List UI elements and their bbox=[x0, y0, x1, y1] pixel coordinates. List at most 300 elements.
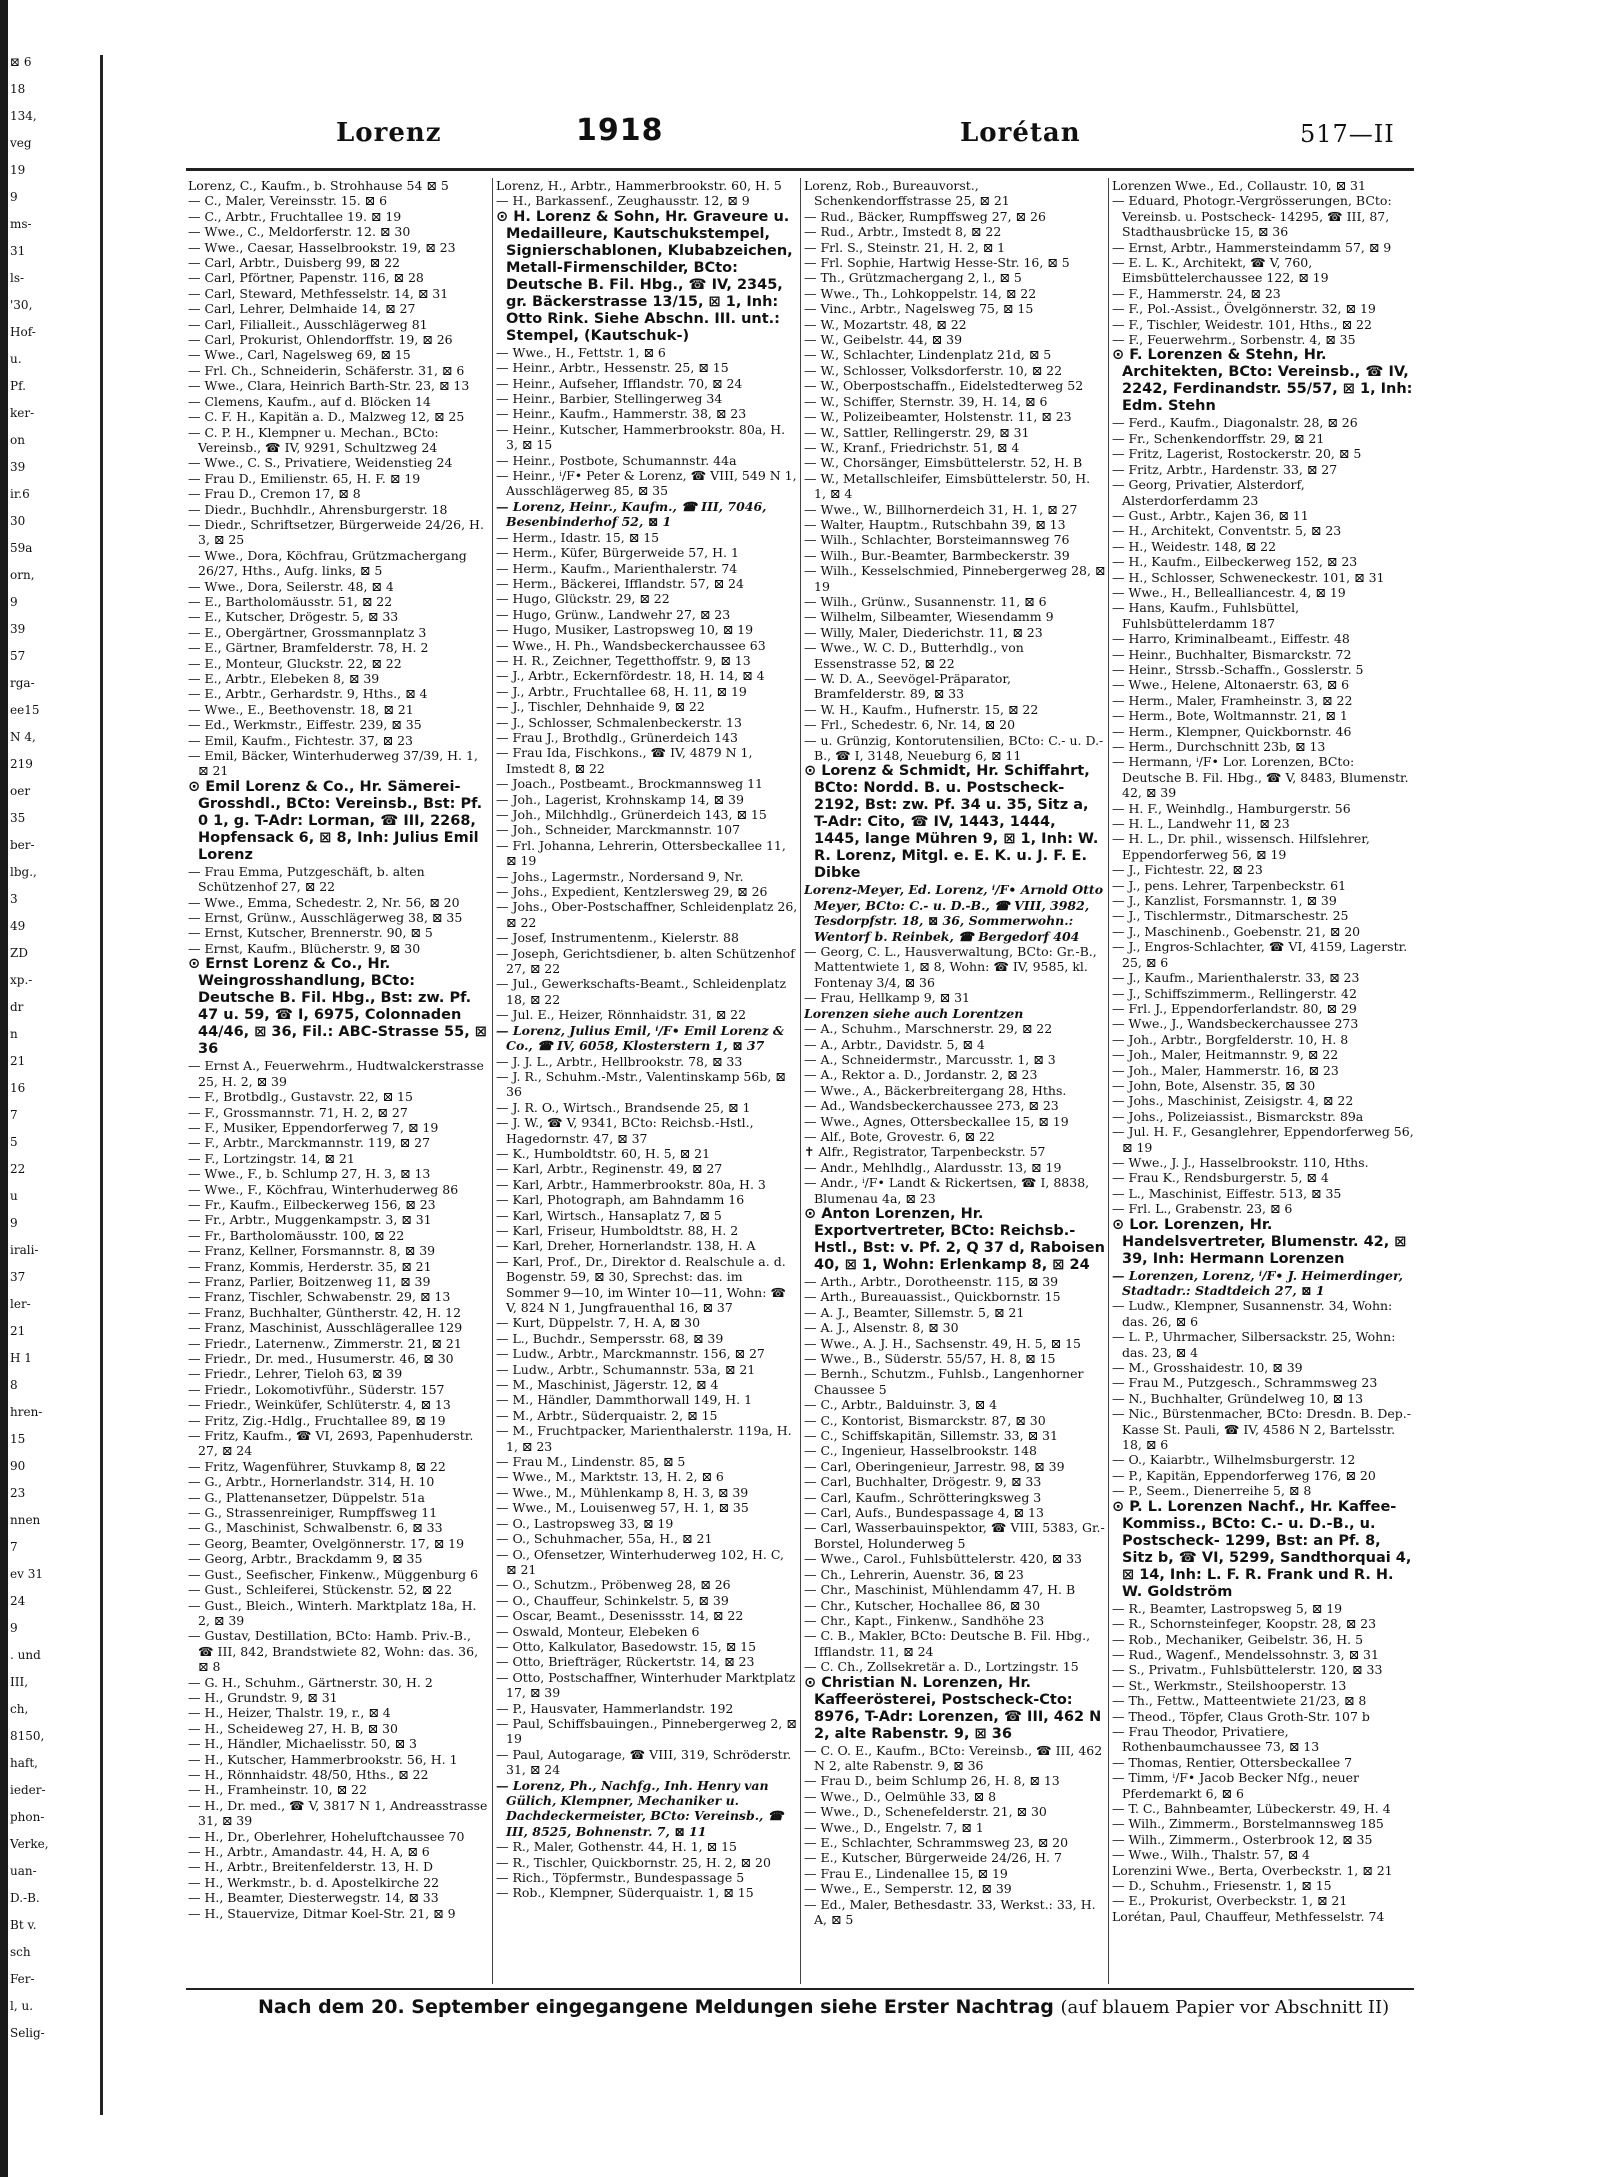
directory-entry: — Johs., Maschinist, Zeisigstr. 4, ⊠ 22 bbox=[1112, 1093, 1354, 1109]
directory-entry: — Rob., Mechaniker, Geibelstr. 36, H. 5 bbox=[1112, 1631, 1364, 1647]
directory-entry: — John, Bote, Alsenstr. 35, ⊠ 30 bbox=[1112, 1077, 1316, 1093]
directory-entry: — Wwe., D., Schenefelderstr. 21, ⊠ 30 bbox=[804, 1804, 1047, 1820]
directory-entry: — W., Schiffer, Sternstr. 39, H. 14, ⊠ 6 bbox=[804, 393, 1048, 409]
directory-entry: — H., Händler, Michaelisstr. 50, ⊠ 3 bbox=[188, 1736, 417, 1752]
directory-column-2 bbox=[496, 178, 798, 1984]
directory-entry: — Hugo, Grünw., Landwehr 27, ⊠ 23 bbox=[496, 606, 731, 622]
directory-column-1 bbox=[188, 178, 490, 1984]
directory-entry: — J., pens. Lehrer, Tarpenbeckstr. 61 bbox=[1112, 877, 1347, 893]
directory-entry: — Carl, Wasserbauinspektor, ☎ VIII, 5383, Gr.-Borstel, Holunderweg 5 bbox=[804, 1520, 1105, 1551]
directory-entry: — H., Kaufm., Eilbeckerweg 152, ⊠ 23 bbox=[1112, 554, 1358, 570]
directory-entry: — Chr., Kapt., Finkenw., Sandhöhe 23 bbox=[804, 1612, 1045, 1628]
directory-entry: — Otto, Kalkulator, Basedowstr. 15, ⊠ 15 bbox=[496, 1638, 757, 1654]
directory-entry: — Oscar, Beamt., Desenissstr. 14, ⊠ 22 bbox=[496, 1608, 744, 1624]
adjacent-page-fragment: 22 bbox=[10, 1162, 26, 1176]
adjacent-page-fragment: ber- bbox=[10, 838, 35, 852]
directory-entry: — K., Humboldtstr. 60, H. 5, ⊠ 21 bbox=[496, 1145, 711, 1161]
directory-entry: — M., Grosshaidestr. 10, ⊠ 39 bbox=[1112, 1360, 1303, 1376]
directory-entry: — Herm., Kaufm., Marienthalerstr. 74 bbox=[496, 560, 738, 576]
adjacent-page-fragment: D.-B. bbox=[10, 1891, 40, 1905]
directory-entry: — J. W., ☎ V, 9341, BCto: Reichsb.-Hstl., Hagedornstr. 47, ⊠ 37 bbox=[496, 1115, 754, 1146]
directory-entry: — H., Arbtr., Amandastr. 44, H. A, ⊠ 6 bbox=[188, 1844, 430, 1859]
directory-entry: — H., Dr., Oberlehrer, Hoheluftchaussee 70 bbox=[188, 1828, 465, 1844]
adjacent-page-fragment: 21 bbox=[10, 1324, 26, 1338]
directory-entry: — T. C., Bahnbeamter, Lübeckerstr. 49, H. 4 bbox=[1112, 1800, 1391, 1816]
directory-entry: — F., Lortzingstr. 14, ⊠ 21 bbox=[188, 1150, 355, 1166]
adjacent-page-fragment: ms- bbox=[10, 217, 32, 231]
adjacent-page-fragment: 9 bbox=[10, 1621, 18, 1635]
adjacent-page-fragment: rga- bbox=[10, 676, 35, 690]
directory-entry: — Nic., Bürstenmacher, BCto: Dresdn. B. Dep.-Kasse St. Pauli, ☎ IV, 4586 N 2, Bartelsstr. 18, ⊠ 6 bbox=[1112, 1406, 1412, 1453]
directory-entry: — Frau E., Lindenallee 15, ⊠ 19 bbox=[804, 1865, 1008, 1881]
adjacent-page-fragment: ⊠ 6 bbox=[10, 55, 32, 69]
directory-entry: Lorenz, H., Arbtr., Hammerbrookstr. 60, H. 5 bbox=[496, 178, 782, 193]
directory-entry: — H., Beamter, Diesterwegstr. 14, ⊠ 33 bbox=[188, 1890, 439, 1906]
directory-entry: — Ludw., Klempner, Susannenstr. 34, Wohn: das. 26, ⊠ 6 bbox=[1112, 1298, 1393, 1329]
firm-entry: ⊙ P. L. Lorenzen Nachf., Hr. Kaffee-Kommiss., BCto: C.- u. D.-B., u. Postscheck- 1299, Bst: an Pf. 8, Sitz b, ☎ VI, 5299, Sandthorquai 4, ⊠ 14, Inh: L. F. R. Frank und R. H. W. Goldström bbox=[1112, 1498, 1412, 1600]
directory-entry: — E., Arbtr., Gerhardstr. 9, Hths., ⊠ 4 bbox=[188, 686, 428, 702]
directory-entry: — Karl, Arbtr., Hammerbrookstr. 80a, H. 3 bbox=[496, 1176, 766, 1192]
directory-entry: — Arth., Arbtr., Dorotheenstr. 115, ⊠ 39 bbox=[804, 1273, 1059, 1289]
directory-entry: — F., Feuerwehrm., Sorbenstr. 4, ⊠ 35 bbox=[1112, 332, 1356, 348]
directory-entry: — Gust., Schleiferei, Stückenstr. 52, ⊠ 22 bbox=[188, 1582, 453, 1598]
header-rule bbox=[186, 168, 1414, 171]
directory-entry: — F., Grossmannstr. 71, H. 2, ⊠ 27 bbox=[188, 1104, 408, 1120]
directory-entry: — Carl, Steward, Methfesselstr. 14, ⊠ 31 bbox=[188, 285, 449, 301]
directory-entry: — Frau Emma, Putzgeschäft, b. alten Schützenhof 27, ⊠ 22 bbox=[188, 863, 425, 895]
adjacent-page-fragment: ee15 bbox=[10, 703, 40, 717]
directory-entry: — Eduard, Photogr.-Vergrösserungen, BCto: Vereinsb. u. Postscheck- 14295, ☎ III, 87, Stadthausbrücke 15, ⊠ 36 bbox=[1112, 193, 1392, 240]
directory-entry: — Wwe., Clara, Heinrich Barth-Str. 23, ⊠ 13 bbox=[188, 378, 470, 394]
directory-entry: — W. H., Kaufm., Hufnerstr. 15, ⊠ 22 bbox=[804, 701, 1039, 717]
directory-entry: — Herm., Maler, Framheinstr. 3, ⊠ 22 bbox=[1112, 692, 1353, 708]
directory-entry: — C., Arbtr., Fruchtallee 19. ⊠ 19 bbox=[188, 208, 402, 224]
directory-entry: — R., Maler, Gothenstr. 44, H. 1, ⊠ 15 bbox=[496, 1839, 737, 1855]
directory-entry: — Carl, Lehrer, Delmhaide 14, ⊠ 27 bbox=[188, 301, 416, 317]
directory-entry: — Heinr., Buchhalter, Bismarckstr. 72 bbox=[1112, 646, 1352, 662]
directory-entry: — H., Weidestr. 148, ⊠ 22 bbox=[1112, 538, 1277, 554]
directory-entry: — Wwe., M., Louisenweg 57, H. 1, ⊠ 35 bbox=[496, 1500, 749, 1516]
directory-entry: — Bernh., Schutzm., Fuhlsb., Langenhorner Chaussee 5 bbox=[804, 1366, 1084, 1397]
adjacent-page-fragment: xp.- bbox=[10, 973, 33, 987]
directory-entry: — Gust., Bleich., Winterh. Marktplatz 18a, H. 2, ⊠ 39 bbox=[188, 1597, 477, 1628]
directory-entry: — C., Arbtr., Balduinstr. 3, ⊠ 4 bbox=[804, 1397, 998, 1413]
directory-entry: — Wwe., Dora, Seilerstr. 48, ⊠ 4 bbox=[188, 578, 394, 594]
adjacent-page-fragment: Hof- bbox=[10, 325, 36, 339]
directory-entry: — Rob., Klempner, Süderquaistr. 1, ⊠ 15 bbox=[496, 1885, 754, 1901]
directory-entry: — Franz, Buchhalter, Güntherstr. 42, H. 12 bbox=[188, 1304, 462, 1320]
directory-entry: — Carl, Buchhalter, Drögestr. 9, ⊠ 33 bbox=[804, 1474, 1042, 1490]
directory-entry: — Wwe., B., Süderstr. 55/57, H. 8, ⊠ 15 bbox=[804, 1351, 1056, 1366]
directory-entry: — Fr., Arbtr., Muggenkampstr. 3, ⊠ 31 bbox=[188, 1212, 432, 1228]
directory-entry: — Frau D., Cremon 17, ⊠ 8 bbox=[188, 486, 361, 502]
directory-entry: — Joh., Milchhdlg., Grünerdeich 143, ⊠ 15 bbox=[496, 807, 767, 822]
adjacent-page-strip bbox=[8, 55, 103, 2115]
directory-entry: — Ernst A., Feuerwehrm., Hudtwalckerstrasse 25, H. 2, ⊠ 39 bbox=[188, 1058, 484, 1089]
directory-entry: — Kurt, Düppelstr. 7, H. A, ⊠ 30 bbox=[496, 1315, 701, 1331]
directory-entry: — Hugo, Musiker, Lastropsweg 10, ⊠ 19 bbox=[496, 622, 754, 638]
directory-entry: — E., Gärtner, Bramfelderstr. 78, H. 2 bbox=[188, 640, 429, 656]
column-divider bbox=[800, 178, 801, 1984]
directory-entry: Lorenz, Rob., Bureauvorst., Schenkendorffstrasse 25, ⊠ 21 bbox=[804, 178, 1010, 209]
directory-entry: — A., Schuhm., Marschnerstr. 29, ⊠ 22 bbox=[804, 1021, 1053, 1037]
directory-entry: — Fritz, Wagenführer, Stuvkamp 8, ⊠ 22 bbox=[188, 1458, 446, 1474]
directory-entry: — J., Arbtr., Fruchtallee 68, H. 11, ⊠ 19 bbox=[496, 683, 747, 699]
directory-entry: — Wwe., M., Mühlenkamp 8, H. 3, ⊠ 39 bbox=[496, 1484, 749, 1500]
directory-entry: — Heinr., ⁱ/F• Peter & Lorenz, ☎ VIII, 549 N 1, Ausschlägerweg 85, ⊠ 35 bbox=[496, 468, 797, 499]
directory-entry: — Carl, Arbtr., Duisberg 99, ⊠ 22 bbox=[188, 255, 400, 271]
directory-entry: — Wwe., E., Beethovenstr. 18, ⊠ 21 bbox=[188, 701, 414, 717]
directory-entry: — Ad., Wandsbeckerchaussee 273, ⊠ 23 bbox=[804, 1098, 1059, 1114]
directory-entry: — Johs., Polizeiassist., Bismarckstr. 89a bbox=[1112, 1108, 1364, 1124]
directory-entry: — Herm., Klempner, Quickbornstr. 46 bbox=[1112, 723, 1352, 739]
directory-entry: — Willy, Maler, Diederichstr. 11, ⊠ 23 bbox=[804, 624, 1043, 640]
adjacent-page-fragment: ls- bbox=[10, 271, 25, 285]
footer-note-paren: (auf blauem Papier vor Abschnitt II) bbox=[1060, 1997, 1390, 2018]
directory-entry: — E., Arbtr., Elebeken 8, ⊠ 39 bbox=[188, 671, 380, 686]
directory-entry: — Karl, Arbtr., Reginenstr. 49, ⊠ 27 bbox=[496, 1161, 723, 1177]
directory-entry: — Friedr., Lokomotivführ., Süderstr. 157 bbox=[188, 1381, 445, 1397]
directory-entry: — C. P. H., Klempner u. Mechan., BCto: Vereinsb., ☎ IV, 9291, Schultzweg 24 bbox=[188, 424, 439, 455]
directory-entry: — J., Engros-Schlachter, ☎ VI, 4159, Lagerstr. 25, ⊠ 6 bbox=[1112, 939, 1408, 970]
adjacent-page-fragment: ker- bbox=[10, 406, 35, 420]
directory-entry: — F., Musiker, Eppendorferweg 7, ⊠ 19 bbox=[188, 1119, 439, 1135]
directory-entry: — Frl. S., Steinstr. 21, H. 2, ⊠ 1 bbox=[804, 239, 1006, 255]
directory-entry: — Fr., Bartholomäusstr. 100, ⊠ 22 bbox=[188, 1227, 405, 1243]
adjacent-page-fragment: lbg., bbox=[10, 865, 37, 879]
directory-entry: — Friedr., Lehrer, Tieloh 63, ⊠ 39 bbox=[188, 1366, 403, 1382]
directory-entry: — C., Maler, Vereinsstr. 15. ⊠ 6 bbox=[188, 193, 388, 209]
firm-entry: ⊙ Lorenz & Schmidt, Hr. Schiffahrt, BCto: Nordd. B. u. Postscheck- 2192, Bst: zw. Pf. 34 u. 35, Sitz a, T-Adr: Cito, ☎ IV, 1443, 1444, 1445, lange Mühren 9, ⊠ 1, Inh: W. R. Lorenz, Mitgl. e. E. K. u. J. F. E. Dibke bbox=[804, 763, 1099, 882]
directory-entry: — Andr., ⁱ/F• Landt & Rickertsen, ☎ I, 8838, Blumenau 4a, ⊠ 23 bbox=[804, 1175, 1090, 1206]
directory-entry: — Wwe., Caesar, Hasselbrookstr. 19, ⊠ 23 bbox=[188, 239, 456, 255]
directory-entry: — H., Dr. med., ☎ V, 3817 N 1, Andreasstrasse 31, ⊠ 39 bbox=[188, 1797, 488, 1829]
directory-entry: — C., Ingenieur, Hasselbrookstr. 148 bbox=[804, 1443, 1037, 1459]
directory-entry: — H., Scheideweg 27, H. B, ⊠ 30 bbox=[188, 1720, 398, 1736]
directory-entry: — Joh., Maler, Hammerstr. 16, ⊠ 23 bbox=[1112, 1062, 1339, 1078]
directory-entry: — Lorenz, Heinr., Kaufm., ☎ III, 7046, Besenbinderhof 52, ⊠ 1 bbox=[496, 498, 767, 530]
adjacent-page-fragment: III, bbox=[10, 1675, 29, 1689]
directory-entry: — H., Heizer, Thalstr. 19, r., ⊠ 4 bbox=[188, 1705, 391, 1721]
directory-entry: — Wwe., Emma, Schedestr. 2, Nr. 56, ⊠ 20 bbox=[188, 894, 460, 910]
directory-entry: — Fritz, Kaufm., ☎ VI, 2693, Papenhuderstr. 27, ⊠ 24 bbox=[188, 1428, 474, 1459]
directory-entry: — Ernst, Kaufm., Blücherstr. 9, ⊠ 30 bbox=[188, 940, 421, 956]
directory-entry: — W., Schlachter, Lindenplatz 21d, ⊠ 5 bbox=[804, 347, 1052, 363]
directory-entry: — Lorenz, Ph., Nachfg., Inh. Henry van Gülich, Klempner, Mechaniker u. Dachdeckermeister, BCto: Vereinsb., ☎ III, 8525, Bohnenstr. 7, ⊠ 11 bbox=[496, 1777, 784, 1839]
directory-entry: — Thomas, Rentier, Ottersbeckallee 7 bbox=[1112, 1754, 1353, 1770]
directory-entry: — J., Schiffszimmerm., Rellingerstr. 42 bbox=[1112, 985, 1357, 1001]
adjacent-page-fragment: u bbox=[10, 1189, 18, 1203]
directory-entry: — Gust., Seefischer, Finkenw., Müggenburg 6 bbox=[188, 1566, 479, 1582]
adjacent-page-fragment: 8150, bbox=[10, 1729, 45, 1743]
directory-entry: — Frl. L., Grabenstr. 23, ⊠ 6 bbox=[1112, 1201, 1293, 1217]
directory-entry: — Arth., Bureauassist., Quickbornstr. 15 bbox=[804, 1289, 1061, 1305]
adjacent-page-fragment: 219 bbox=[10, 757, 33, 771]
directory-entry: — Hugo, Glückstr. 29, ⊠ 22 bbox=[496, 591, 670, 607]
firm-entry: ⊙ Emil Lorenz & Co., Hr. Sämerei-Grosshdl., BCto: Vereinsb., Bst: Pf. 0 1, g. T-Adr: Lorman, ☎ III, 2268, Hopfensack 6, ⊠ 8, Inh: Julius Emil Lorenz bbox=[188, 778, 483, 863]
directory-entry: — Wilh., Zimmerm., Osterbrook 12, ⊠ 35 bbox=[1112, 1831, 1373, 1847]
directory-entry: — St., Werkmstr., Steilshooperstr. 13 bbox=[1112, 1677, 1347, 1693]
directory-entry: — Chr., Maschinist, Mühlendamm 47, H. B bbox=[804, 1582, 1076, 1598]
adjacent-page-fragment: irali- bbox=[10, 1243, 39, 1257]
directory-entry: — M., Händler, Dammthorwall 149, H. 1 bbox=[496, 1392, 753, 1408]
adjacent-page-fragment: Pf. bbox=[10, 379, 26, 393]
directory-entry: — H., Grundstr. 9, ⊠ 31 bbox=[188, 1689, 338, 1705]
adjacent-page-fragment: 8 bbox=[10, 1378, 18, 1392]
adjacent-page-fragment: 35 bbox=[10, 811, 26, 825]
directory-entry: ✝ Alfr., Registrator, Tarpenbeckstr. 57 bbox=[804, 1144, 1046, 1160]
adjacent-page-fragment: 31 bbox=[10, 244, 26, 258]
directory-entry: — Hans, Kaufm., Fuhlsbüttel, Fuhlsbüttelerdamm 187 bbox=[1112, 600, 1300, 631]
adjacent-page-fragment: haft, bbox=[10, 1756, 38, 1770]
directory-entry: — Heinr., Aufseher, Ifflandstr. 70, ⊠ 24 bbox=[496, 375, 743, 391]
directory-entry: — Joh., Maler, Heitmannstr. 9, ⊠ 22 bbox=[1112, 1047, 1339, 1063]
directory-entry: — Wwe., Agnes, Ottersbeckallee 15, ⊠ 19 bbox=[804, 1113, 1069, 1129]
directory-entry: — F., Arbtr., Marckmannstr. 119, ⊠ 27 bbox=[188, 1135, 431, 1151]
directory-entry: — Oswald, Monteur, Elebeken 6 bbox=[496, 1623, 700, 1639]
directory-entry: — Friedr., Laternenw., Zimmerstr. 21, ⊠ 21 bbox=[188, 1335, 462, 1351]
directory-entry: — F., Tischler, Weidestr. 101, Hths., ⊠ 22 bbox=[1112, 316, 1372, 332]
directory-entry: — C., Schiffskapitän, Sillemstr. 33, ⊠ 31 bbox=[804, 1428, 1058, 1444]
directory-entry: — Andr., Mehlhdlg., Alardusstr. 13, ⊠ 19 bbox=[804, 1159, 1062, 1175]
directory-entry: — Herm., Bäckerei, Ifflandstr. 57, ⊠ 24 bbox=[496, 575, 744, 591]
directory-entry: — S., Privatm., Fuhlsbüttelerstr. 120, ⊠ 33 bbox=[1112, 1662, 1383, 1678]
directory-entry: — Friedr., Dr. med., Husumerstr. 46, ⊠ 30 bbox=[188, 1351, 454, 1366]
directory-entry: — Wwe., Carol., Fuhlsbüttelerstr. 420, ⊠ 33 bbox=[804, 1551, 1082, 1567]
directory-entry: — Ch., Lehrerin, Auenstr. 36, ⊠ 23 bbox=[804, 1566, 1024, 1582]
directory-entry: — Wwe., W. C. D., Butterhdlg., von Essenstrasse 52, ⊠ 22 bbox=[804, 640, 1024, 671]
directory-entry: — Wwe., A. J. H., Sachsenstr. 49, H. 5, ⊠ 15 bbox=[804, 1335, 1081, 1351]
directory-entry: — Th., Grützmachergang 2, l., ⊠ 5 bbox=[804, 270, 1022, 286]
directory-entry: — R., Schornsteinfeger, Koopstr. 28, ⊠ 23 bbox=[1112, 1616, 1377, 1632]
directory-entry: — Emil, Kaufm., Fichtestr. 37, ⊠ 23 bbox=[188, 732, 413, 748]
directory-entry: — Wwe., H., Fettstr. 1, ⊠ 6 bbox=[496, 344, 666, 360]
directory-entry: — O., Schutzm., Pröbenweg 28, ⊠ 26 bbox=[496, 1577, 731, 1593]
directory-entry: — H. R., Zeichner, Tegetthoffstr. 9, ⊠ 13 bbox=[496, 652, 751, 668]
directory-entry: — Ernst, Grünw., Ausschlägerweg 38, ⊠ 35 bbox=[188, 910, 463, 926]
directory-entry: — Hermann, ⁱ/F• Lor. Lorenzen, BCto: Deutsche B. Fil. Hbg., ☎ V, 8483, Blumenstr. 42, ⊠ 39 bbox=[1112, 754, 1409, 801]
directory-entry: — Carl, Filialleit., Ausschlägerweg 81 bbox=[188, 316, 428, 332]
directory-entry: — G., Arbtr., Hornerlandstr. 314, H. 10 bbox=[188, 1474, 435, 1490]
directory-entry: — Friedr., Weinküfer, Schlüterstr. 4, ⊠ 13 bbox=[188, 1397, 451, 1413]
adjacent-page-fragment: n bbox=[10, 1027, 18, 1041]
directory-entry: — Wwe., Dora, Köchfrau, Grützmachergang 26/27, Hths., Aufg. links, ⊠ 5 bbox=[188, 547, 467, 579]
directory-entry: — C., Kontorist, Bismarckstr. 87, ⊠ 30 bbox=[804, 1412, 1046, 1428]
directory-entry: — W., Kranf., Friedrichstr. 51, ⊠ 4 bbox=[804, 439, 1020, 455]
directory-entry: — A., Schneidermstr., Marcusstr. 1, ⊠ 3 bbox=[804, 1051, 1056, 1067]
directory-entry: — Wilh., Zimmerm., Borstelmannsweg 185 bbox=[1112, 1816, 1384, 1832]
directory-entry: — A., Arbtr., Davidstr. 5, ⊠ 4 bbox=[804, 1036, 985, 1052]
directory-entry: — Wwe., F., Köchfrau, Winterhuderweg 86 bbox=[188, 1181, 459, 1197]
adjacent-page-fragment: 18 bbox=[10, 82, 26, 96]
adjacent-page-fragment: hren- bbox=[10, 1405, 43, 1419]
directory-entry: — Heinr., Arbtr., Hessenstr. 25, ⊠ 15 bbox=[496, 360, 729, 376]
directory-entry: — G., Maschinist, Schwalbenstr. 6, ⊠ 33 bbox=[188, 1520, 443, 1536]
directory-entry: — Herm., Durchschnitt 23b, ⊠ 13 bbox=[1112, 739, 1326, 754]
adjacent-page-fragment: ch, bbox=[10, 1702, 29, 1716]
adjacent-page-fragment: 30 bbox=[10, 514, 26, 528]
directory-entry: — J., Fichtestr. 22, ⊠ 23 bbox=[1112, 862, 1263, 878]
firm-entry: ⊙ H. Lorenz & Sohn, Hr. Graveure u. Medailleure, Kautschukstempel, Signierschablonen, Klubabzeichen, Metall-Firmenschilder, BCto: Deutsche B. Fil. Hbg., ☎ IV, 2345, gr. Bäckerstrasse 13/15, ⊠ 1, Inh: Otto Rink. Siehe Abschn. III. unt.: Stempel, (Kautschuk-) bbox=[496, 208, 793, 344]
directory-column-3 bbox=[804, 178, 1106, 1984]
directory-entry: — Frau M., Putzgesch., Schrammsweg 23 bbox=[1112, 1375, 1378, 1391]
adjacent-page-fragment: 24 bbox=[10, 1594, 26, 1608]
directory-entry: — H., Kutscher, Hammerbrookstr. 56, H. 1 bbox=[188, 1751, 458, 1767]
directory-entry: — Wwe., H. Ph., Wandsbeckerchaussee 63 bbox=[496, 637, 766, 653]
directory-entry: — Walter, Hauptm., Rutschbahn 39, ⊠ 13 bbox=[804, 516, 1066, 532]
directory-entry: — u. Grünzig, Kontorutensilien, BCto: C.- u. D.-B., ☎ I, 3148, Neueburg 6, ⊠ 11 bbox=[804, 732, 1104, 764]
directory-entry: — Frau D., Emilienstr. 65, H. F. ⊠ 19 bbox=[188, 470, 421, 486]
directory-entry: — Jul. H. F., Gesanglehrer, Eppendorferweg 56, ⊠ 19 bbox=[1112, 1124, 1414, 1155]
directory-entry: — Frl. J., Eppendorferlandstr. 80, ⊠ 29 bbox=[1112, 1000, 1357, 1016]
directory-entry: — Joseph, Gerichtsdiener, b. alten Schützenhof 27, ⊠ 22 bbox=[496, 945, 795, 977]
directory-entry: — Carl, Prokurist, Ohlendorffstr. 19, ⊠ 26 bbox=[188, 332, 453, 348]
directory-entry: — Rud., Arbtr., Imstedt 8, ⊠ 22 bbox=[804, 224, 1002, 240]
directory-entry: — Rud., Bäcker, Rumpffsweg 27, ⊠ 26 bbox=[804, 208, 1046, 224]
directory-entry: — Heinr., Strssb.-Schaffn., Gosslerstr. 5 bbox=[1112, 661, 1364, 677]
directory-entry: — Herm., Küfer, Bürgerweide 57, H. 1 bbox=[496, 545, 739, 561]
directory-entry: — F., Pol.-Assist., Övelgönnerstr. 32, ⊠ 19 bbox=[1112, 301, 1376, 317]
directory-entry: — Georg, Arbtr., Brackdamm 9, ⊠ 35 bbox=[188, 1551, 423, 1567]
firm-entry: ⊙ F. Lorenzen & Stehn, Hr. Architekten, BCto: Vereinsb., ☎ IV, 2242, Ferdinandstr. 55/57, ⊠ 1, Inh: Edm. Stehn bbox=[1112, 347, 1413, 415]
directory-entry: — Carl, Oberingenieur, Jarrestr. 98, ⊠ 39 bbox=[804, 1458, 1065, 1474]
directory-entry: — W., Schlosser, Volksdorferstr. 10, ⊠ 22 bbox=[804, 362, 1063, 378]
directory-entry: — R., Tischler, Quickbornstr. 25, H. 2, ⊠ 20 bbox=[496, 1854, 771, 1870]
directory-entry: — P., Seem., Dienerreihe 5, ⊠ 8 bbox=[1112, 1483, 1312, 1499]
adjacent-page-fragment: 39 bbox=[10, 460, 26, 474]
directory-entry: — J. J. L., Arbtr., Hellbrookstr. 78, ⊠ 33 bbox=[496, 1053, 743, 1069]
directory-entry: — Rich., Töpfermstr., Bundespassage 5 bbox=[496, 1870, 745, 1886]
directory-entry: — Joh., Schneider, Marckmannstr. 107 bbox=[496, 822, 741, 838]
adjacent-page-fragment: 57 bbox=[10, 649, 26, 663]
directory-entry: — Carl, Aufs., Bundespassage 4, ⊠ 13 bbox=[804, 1505, 1044, 1521]
directory-entry: — P., Hausvater, Hammerlandstr. 192 bbox=[496, 1700, 734, 1716]
adjacent-page-fragment: 19 bbox=[10, 163, 26, 177]
directory-entry: — Karl, Dreher, Hornerlandstr. 138, H. A bbox=[496, 1238, 756, 1254]
firm-entry: ⊙ Ernst Lorenz & Co., Hr. Weingrosshandlung, BCto: Deutsche B. Fil. Hbg., Bst: zw. Pf. 47 u. 59, ☎ I, 6975, Colonnaden 44/46, ⊠ 36, Fil.: ABC-Strasse 55, ⊠ 36 bbox=[188, 956, 487, 1058]
adjacent-page-fragment: veg bbox=[10, 136, 32, 150]
directory-entry: — Wwe., J. J., Hasselbrookstr. 110, Hths. bbox=[1112, 1154, 1369, 1170]
adjacent-page-fragment: ir.6 bbox=[10, 487, 30, 501]
adjacent-page-fragment: Bt v. bbox=[10, 1918, 37, 1932]
directory-entry: — J., Tischler, Dehnhaide 9, ⊠ 22 bbox=[496, 699, 705, 715]
directory-entry: — J., Kanzlist, Forsmannstr. 1, ⊠ 39 bbox=[1112, 893, 1337, 909]
directory-entry: — Gust., Arbtr., Kajen 36, ⊠ 11 bbox=[1112, 507, 1309, 523]
adjacent-page-fragment: 9 bbox=[10, 1216, 18, 1230]
directory-entry: — C. B., Makler, BCto: Deutsche B. Fil. Hbg., Ifflandstr. 11, ⊠ 24 bbox=[804, 1628, 1091, 1659]
directory-entry: — Jul., Gewerkschafts-Beamt., Schleidenplatz 18, ⊠ 22 bbox=[496, 976, 787, 1007]
directory-entry: — H., Framheinstr. 10, ⊠ 22 bbox=[188, 1782, 367, 1798]
directory-entry: — W., Mozartstr. 48, ⊠ 22 bbox=[804, 316, 967, 332]
directory-entry: — O., Chauffeur, Schinkelstr. 5, ⊠ 39 bbox=[496, 1592, 729, 1608]
directory-entry: Lorenzini Wwe., Berta, Overbeckstr. 1, ⊠ 21 bbox=[1112, 1862, 1393, 1878]
directory-entry: — H., Barkassenf., Zeughausstr. 12, ⊠ 9 bbox=[496, 193, 750, 209]
directory-entry: — W., Sattler, Rellingerstr. 29, ⊠ 31 bbox=[804, 424, 1030, 440]
directory-entry: — Josef, Instrumentenm., Kielerstr. 88 bbox=[496, 930, 739, 946]
column-divider bbox=[1108, 178, 1109, 1984]
directory-entry: — Ludw., Arbtr., Marckmannstr. 156, ⊠ 27 bbox=[496, 1346, 765, 1362]
directory-entry: — M., Arbtr., Süderquaistr. 2, ⊠ 15 bbox=[496, 1407, 718, 1423]
adjacent-page-fragment: sch bbox=[10, 1945, 31, 1959]
directory-entry: — Karl, Friseur, Humboldtstr. 88, H. 2 bbox=[496, 1222, 739, 1238]
directory-entry: — Franz, Tischler, Schwabenstr. 29, ⊠ 13 bbox=[188, 1289, 451, 1305]
directory-entry: — Johs., Lagermstr., Nordersand 9, Nr. bbox=[496, 868, 744, 884]
directory-entry: — W., Chorsänger, Eimsbüttelerstr. 52, H. B bbox=[804, 455, 1083, 471]
adjacent-page-fragment: Verke, bbox=[10, 1837, 49, 1851]
adjacent-page-fragment: ev 31 bbox=[10, 1567, 43, 1581]
directory-entry: — O., Lastropsweg 33, ⊠ 19 bbox=[496, 1515, 674, 1531]
directory-entry: — W., Polizeibeamter, Holstenstr. 11, ⊠ 23 bbox=[804, 409, 1072, 425]
adjacent-page-fragment: 3 bbox=[10, 892, 18, 906]
directory-entry: — E. L. K., Architekt, ☎ V, 760, Eimsbüttelerchaussee 122, ⊠ 19 bbox=[1112, 255, 1329, 286]
directory-entry: — Wilh., Kesselschmied, Pinnebergerweg 28, ⊠ 19 bbox=[804, 563, 1106, 594]
adjacent-page-fragment: '30, bbox=[10, 298, 33, 312]
directory-entry: — H., Architekt, Conventstr. 5, ⊠ 23 bbox=[1112, 523, 1342, 539]
directory-entry: — D., Schuhm., Friesenstr. 1, ⊠ 15 bbox=[1112, 1878, 1332, 1893]
directory-entry: — G., Plattenansetzer, Düppelstr. 51a bbox=[188, 1489, 425, 1505]
directory-entry: Lorétan, Paul, Chauffeur, Methfesselstr. 74 bbox=[1112, 1908, 1385, 1924]
directory-entry: — Harro, Kriminalbeamt., Eiffestr. 48 bbox=[1112, 631, 1350, 647]
directory-entry: — Ernst, Kutscher, Brennerstr. 90, ⊠ 5 bbox=[188, 925, 433, 941]
directory-entry: — Frau K., Rendsburgerstr. 5, ⊠ 4 bbox=[1112, 1170, 1329, 1186]
directory-entry: — Wilh., Bur.-Beamter, Barmbeckerstr. 39 bbox=[804, 547, 1070, 563]
directory-entry: — Wwe., Wilh., Thalstr. 57, ⊠ 4 bbox=[1112, 1847, 1311, 1863]
directory-entry: — H., Stauervize, Ditmar Koel-Str. 21, ⊠ 9 bbox=[188, 1905, 456, 1921]
directory-entry: — Heinr., Kaufm., Hammerstr. 38, ⊠ 23 bbox=[496, 406, 747, 422]
directory-entry: — Wwe., Helene, Altonaerstr. 63, ⊠ 6 bbox=[1112, 677, 1350, 693]
footer-note bbox=[258, 1996, 1389, 2018]
directory-entry: — A. J., Alsenstr. 8, ⊠ 30 bbox=[804, 1320, 959, 1336]
directory-entry: — Wwe., F., b. Schlump 27, H. 3, ⊠ 13 bbox=[188, 1166, 431, 1182]
directory-entry: — F., Hammerstr. 24, ⊠ 23 bbox=[1112, 285, 1281, 301]
directory-entry: — Frl. Ch., Schneiderin, Schäferstr. 31, ⊠ 6 bbox=[188, 362, 465, 378]
directory-entry: — L., Maschinist, Eiffestr. 513, ⊠ 35 bbox=[1112, 1185, 1342, 1201]
adjacent-page-fragment: 21 bbox=[10, 1054, 26, 1068]
directory-column-4 bbox=[1112, 178, 1416, 1984]
adjacent-page-fragment: 37 bbox=[10, 1270, 26, 1284]
directory-entry: — Georg, Privatier, Alsterdorf, Alsterdorferdamm 23 bbox=[1112, 477, 1305, 508]
directory-entry: — Wwe., Th., Lohkoppelstr. 14, ⊠ 22 bbox=[804, 285, 1037, 301]
directory-entry: — Otto, Briefträger, Rückertstr. 14, ⊠ 23 bbox=[496, 1654, 755, 1670]
directory-entry: — Emil, Bäcker, Winterhuderweg 37/39, H. 1, ⊠ 21 bbox=[188, 748, 478, 779]
directory-entry: — Fr., Schenkendorffstr. 29, ⊠ 21 bbox=[1112, 430, 1325, 446]
firm-entry: ⊙ Christian N. Lorenzen, Hr. Kaffeerösterei, Postscheck-Cto: 8976, T-Adr: Lorenzen, ☎ III, 462 N 2, alte Rabenstr. 9, ⊠ 36 bbox=[804, 1674, 1102, 1742]
adjacent-page-fragment: orn, bbox=[10, 568, 35, 582]
directory-entry: — A., Rektor a. D., Jordanstr. 2, ⊠ 23 bbox=[804, 1067, 1038, 1083]
directory-entry: — H., Werkmstr., b. d. Apostelkirche 22 bbox=[188, 1874, 440, 1890]
directory-entry: — Ed., Maler, Bethesdastr. 33, Werkst.: 33, H. A, ⊠ 5 bbox=[804, 1896, 1096, 1927]
adjacent-page-fragment: 16 bbox=[10, 1081, 26, 1095]
directory-entry: — L., Buchdr., Sempersstr. 68, ⊠ 39 bbox=[496, 1330, 724, 1346]
directory-entry: — Wwe., M., Marktstr. 13, H. 2, ⊠ 6 bbox=[496, 1469, 724, 1485]
directory-entry: — Timm, ⁱ/F• Jacob Becker Nfg., neuer Pferdemarkt 6, ⊠ 6 bbox=[1112, 1770, 1360, 1801]
directory-entry: — Frau Ida, Fischkons., ☎ IV, 4879 N 1, Imstedt 8, ⊠ 22 bbox=[496, 745, 753, 776]
directory-entry: — Herm., Idastr. 15, ⊠ 15 bbox=[496, 529, 660, 545]
directory-entry: — E., Kutscher, Drögestr. 5, ⊠ 33 bbox=[188, 609, 399, 625]
directory-entry: — Karl, Prof., Dr., Direktor d. Realschule a. d. Bogenstr. 59, ⊠ 30, Sprechst: das. im Sommer 9—10, im Winter 10—11, Wohn: ☎ V, 824 N 1, Jungfrauenthal 16, ⊠ 37 bbox=[496, 1253, 786, 1315]
directory-entry: — Chr., Kutscher, Hochallee 86, ⊠ 30 bbox=[804, 1597, 1041, 1613]
directory-entry: — Wwe., E., Semperstr. 12, ⊠ 39 bbox=[804, 1881, 1012, 1897]
directory-entry: — O., Schuhmacher, 55a, H., ⊠ 21 bbox=[496, 1531, 713, 1547]
running-head-year: 1918 bbox=[576, 113, 664, 148]
directory-entry: — P., Kapitän, Eppendorferweg 176, ⊠ 20 bbox=[1112, 1467, 1376, 1483]
adjacent-page-fragment: 7 bbox=[10, 1108, 18, 1122]
directory-entry: — Wilh., Grünw., Susannenstr. 11, ⊠ 6 bbox=[804, 593, 1047, 609]
adjacent-page-fragment: nnen bbox=[10, 1513, 41, 1527]
adjacent-page-fragment: 134, bbox=[10, 109, 37, 123]
directory-entry: — Wilh., Schlachter, Borsteimannsweg 76 bbox=[804, 532, 1070, 548]
directory-entry: Lorenzen siehe auch Lorentzen bbox=[804, 1005, 1024, 1021]
